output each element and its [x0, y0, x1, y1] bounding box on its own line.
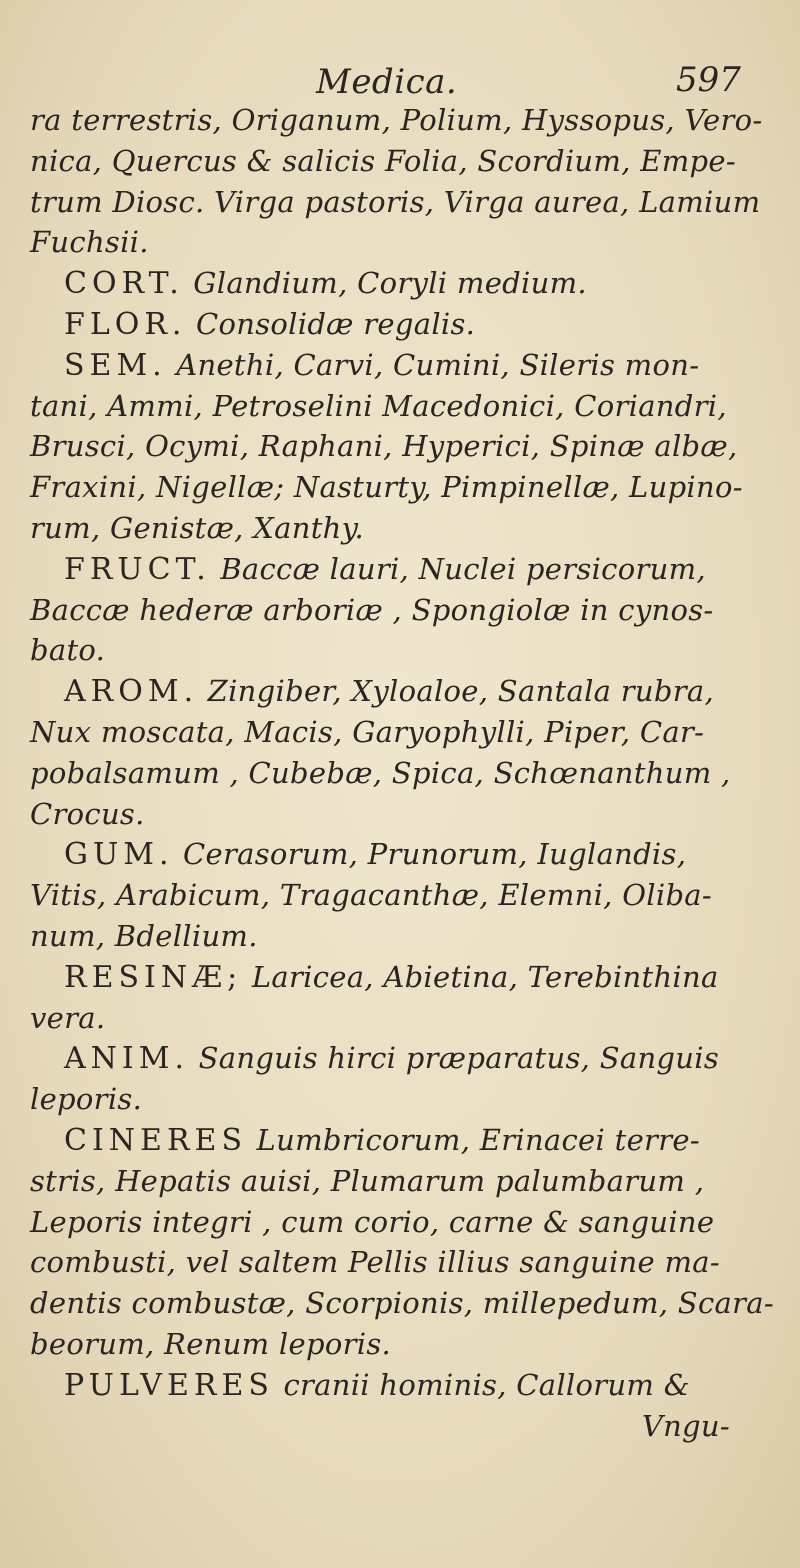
entry-line	[30, 1365, 790, 1406]
line-text: Zingiber, Xyloaloe, Santala rubra,	[207, 674, 715, 709]
text-line	[30, 508, 790, 549]
text-line	[30, 1242, 790, 1283]
line-text: trum Diosc. Virga pastoris, Virga aurea, Lamium	[30, 184, 761, 219]
line-text: Vitis, Arabicum, Tragacanthæ, Elemni, Oliba-	[30, 878, 712, 913]
entry-label: CORT.	[64, 266, 184, 302]
entry-label: ANIM.	[64, 1041, 190, 1077]
line-text: Laricea, Abietina, Terebinthina	[251, 959, 719, 994]
catchword: Vngu-	[641, 1408, 730, 1443]
line-text: Fraxini, Nigellæ; Nasturty, Pimpinellæ, Lupino-	[30, 470, 743, 505]
text-line	[30, 794, 790, 835]
text-line	[30, 998, 790, 1039]
line-text: stris, Hepatis auisi, Plumarum palumbarum ,	[30, 1163, 705, 1198]
line-text: bato.	[30, 633, 106, 668]
catchword-line	[30, 1406, 790, 1447]
line-text: leporis.	[30, 1082, 143, 1117]
line-text: Anethi, Carvi, Cumini, Sileris mon-	[176, 347, 700, 382]
entry-line	[30, 304, 790, 345]
line-text: Baccæ lauri, Nuclei persicorum,	[220, 551, 706, 586]
entry-label: AROM.	[64, 674, 199, 710]
text-line	[30, 916, 790, 957]
line-text: num, Bdellium.	[30, 918, 258, 953]
page-number: 597	[676, 60, 741, 100]
text-line	[30, 590, 790, 631]
running-title: Medica.	[316, 62, 458, 102]
line-text: combusti, vel saltem Pellis illius sanguine ma-	[30, 1245, 720, 1280]
entry-line	[30, 549, 790, 590]
entry-line	[30, 263, 790, 304]
line-text: dentis combustæ, Scorpionis, millepedum, Scara-	[30, 1286, 774, 1321]
text-line	[30, 875, 790, 916]
line-text: Lumbricorum, Erinacei terre-	[256, 1122, 700, 1157]
text-line	[30, 386, 790, 427]
entry-label: GUM.	[64, 837, 174, 873]
line-text: cranii hominis, Callorum &	[283, 1367, 690, 1402]
entry-line	[30, 957, 790, 998]
text-line	[30, 753, 790, 794]
line-text: vera.	[30, 1000, 106, 1035]
line-text: beorum, Renum leporis.	[30, 1326, 392, 1361]
entry-line	[30, 671, 790, 712]
entry-label: CINERES	[64, 1122, 247, 1158]
entry-label: SEM.	[64, 347, 167, 383]
text-line	[30, 100, 790, 141]
entry-label: FLOR.	[64, 306, 187, 342]
line-text: Baccæ hederæ arboriæ , Spongiolæ in cynos-	[30, 592, 714, 627]
entry-line	[30, 834, 790, 875]
entry-line	[30, 1120, 790, 1161]
text-line	[30, 712, 790, 753]
page-header	[0, 54, 800, 104]
entry-line	[30, 345, 790, 386]
entry-line	[30, 1038, 790, 1079]
entry-label: PULVERES	[64, 1367, 274, 1403]
text-line	[30, 182, 790, 223]
text-line	[30, 426, 790, 467]
line-text: Glandium, Coryli medium.	[193, 266, 587, 301]
body-text	[30, 100, 790, 1446]
line-text: Nux moscata, Macis, Garyophylli, Piper, Car-	[30, 714, 705, 749]
entry-label: FRUCT.	[64, 551, 211, 587]
text-line	[30, 1283, 790, 1324]
line-text: Cerasorum, Prunorum, Iuglandis,	[183, 837, 687, 872]
line-text: Fuchsii.	[30, 225, 149, 260]
text-line	[30, 1079, 790, 1120]
line-text: nica, Quercus & salicis Folia, Scordium, Empe-	[30, 143, 736, 178]
text-line	[30, 1161, 790, 1202]
text-line	[30, 141, 790, 182]
line-text: rum, Genistæ, Xanthy.	[30, 510, 364, 545]
entry-label: RESINÆ;	[64, 959, 243, 995]
line-text: Leporis integri , cum corio, carne & sanguine	[30, 1204, 715, 1239]
text-line	[30, 630, 790, 671]
line-text: Brusci, Ocymi, Raphani, Hyperici, Spinæ albæ,	[30, 429, 738, 464]
text-line	[30, 222, 790, 263]
text-line	[30, 1202, 790, 1243]
line-text: Sanguis hirci præparatus, Sanguis	[198, 1041, 720, 1076]
line-text: Crocus.	[30, 796, 145, 831]
line-text: pobalsamum , Cubebæ, Spica, Schœnanthum ,	[30, 755, 731, 790]
text-line	[30, 1324, 790, 1365]
line-text: tani, Ammi, Petroselini Macedonici, Coriandri,	[30, 388, 727, 423]
text-line	[30, 467, 790, 508]
line-text: Consolidæ regalis.	[196, 306, 476, 341]
line-text: ra terrestris, Origanum, Polium, Hyssopus, Vero-	[30, 103, 763, 137]
